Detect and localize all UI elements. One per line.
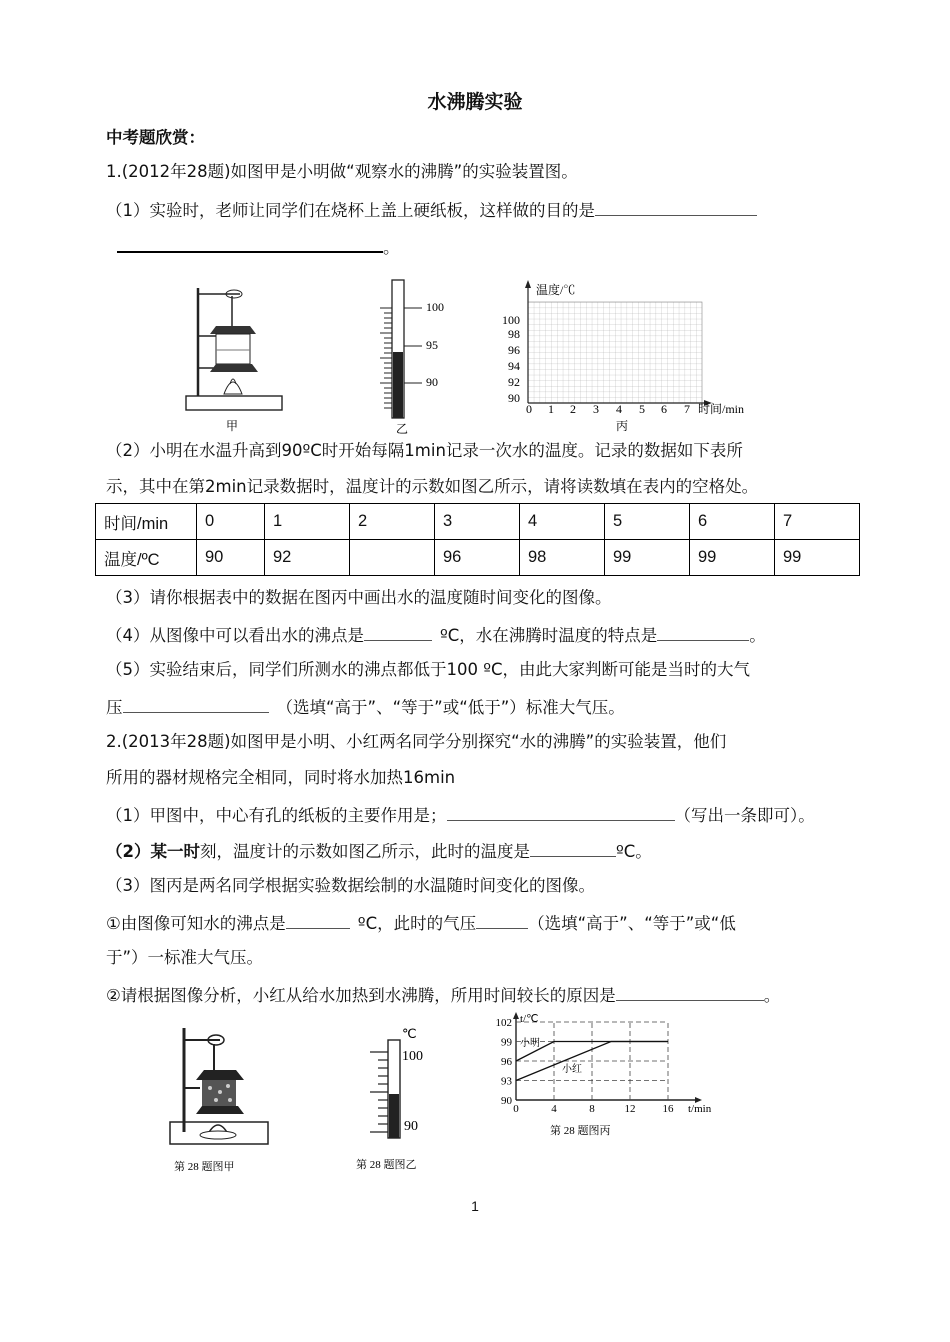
legend-xiaoming: 小明 [520, 1038, 540, 1049]
q2-part3-2-text: ②请根据图像分析，小红从给水加热到水沸腾，所用时间较长的原因是 [106, 986, 616, 1005]
graph-ylabel: 温度/℃ [536, 283, 576, 297]
answer-blank[interactable] [657, 624, 749, 641]
graph-xtick: 1 [548, 402, 554, 416]
answer-blank[interactable] [123, 696, 269, 713]
q2-thermo-tick: 90 [404, 1119, 418, 1134]
thermo-tick-95: 95 [426, 338, 438, 352]
q2-thermo-unit: ℃ [402, 1026, 417, 1041]
y-tick-label: 96 [501, 1056, 512, 1068]
q2-part3-2-end: 。 [763, 986, 781, 1005]
q1-part1-text: （1）实验时，老师让同学们在烧杯上盖上硬纸板，这样做的目的是 [106, 201, 595, 220]
graph-xtick: 6 [661, 402, 667, 416]
table-cell: 99 [690, 540, 775, 576]
q2-part2-text: 刻，温度计的示数如图乙所示，此时的温度是 [199, 842, 530, 861]
graph-ytick: 90 [508, 391, 520, 405]
table-cell: 0 [197, 504, 265, 540]
y-tick-label: 93 [501, 1075, 512, 1088]
x-tick-label: 8 [589, 1103, 595, 1115]
q2-intro-line2: 所用的器材规格完全相同，同时将水加热16min [106, 768, 456, 787]
q2-part3-2 [106, 984, 780, 1006]
table-cell: 5 [605, 504, 690, 540]
graph-xtick: 5 [639, 402, 645, 416]
graph-ytick: 98 [508, 327, 520, 341]
table-cell: 90 [197, 540, 265, 576]
x-tick-label: 0 [513, 1103, 519, 1115]
graph-ytick: 100 [502, 313, 520, 327]
table-answer-cell[interactable] [350, 540, 435, 576]
y-tick-label: 102 [495, 1017, 512, 1029]
q2-caption-bing: 第 28 题图丙 [550, 1125, 611, 1137]
table-row [96, 504, 860, 540]
q1-part5-line1: （5）实验结束后，同学们所测水的沸点都低于100 ºC，由此大家判断可能是当时的大气 [106, 660, 751, 679]
graph-xtick: 4 [616, 402, 622, 416]
data-table [95, 503, 860, 576]
q2-intro-line1: 2.(2013年28题)如图甲是小明、小红两名同学分别探究“水的沸腾”的实验装置，他们 [106, 732, 727, 751]
table-cell: 7 [775, 504, 860, 540]
table-cell: 96 [435, 540, 520, 576]
section-heading: 中考题欣赏： [106, 128, 205, 147]
q2-part2-text: ºC。 [615, 842, 652, 861]
q2-part3-1-text: ºC，此时的气压 [357, 914, 477, 933]
q1-graph-figure [498, 278, 778, 438]
table-cell: 3 [435, 504, 520, 540]
q1-part2-line1: （2）小明在水温升高到90ºC时开始每隔1min记录一次水的温度。记录的数据如下表所 [106, 441, 743, 460]
table-cell: 99 [605, 540, 690, 576]
x-tick-label: 12 [624, 1103, 636, 1115]
table-cell: 1 [265, 504, 350, 540]
x-tick-label: 4 [551, 1103, 557, 1115]
q2-part1-text: （1）甲图中，中心有孔的纸板的主要作用是； [106, 806, 447, 825]
answer-blank[interactable] [476, 912, 528, 929]
table-cell: 98 [520, 540, 605, 576]
x-tick-label: 16 [662, 1103, 674, 1115]
legend-xiaohong: 小红 [562, 1064, 582, 1075]
graph-xlabel: 时间/min [698, 402, 745, 416]
table-header: 时间/min [96, 504, 197, 540]
y-tick-label: 90 [501, 1095, 512, 1107]
answer-blank[interactable] [616, 984, 764, 1001]
answer-blank[interactable] [364, 624, 432, 641]
fig-label-yi: 乙 [396, 422, 409, 436]
q1-part5-text: （选填“高于”、“等于”或“低于”）标准大气压。 [276, 698, 625, 717]
table-row [96, 540, 860, 576]
q2-part1-text: （写出一条即可）。 [674, 806, 815, 825]
page-title: 水沸腾实验 [427, 91, 523, 113]
q2-part2-bold: （2）某一时 [106, 842, 200, 861]
graph-xtick: 0 [526, 402, 532, 416]
graph-ytick: 92 [508, 375, 520, 389]
graph-xtick: 3 [593, 402, 599, 416]
graph-xtick: 2 [570, 402, 576, 416]
table-cell: 6 [690, 504, 775, 540]
q1-part4 [106, 624, 766, 646]
q1-part5-line2 [106, 696, 625, 718]
y-tick-label: 99 [501, 1036, 512, 1049]
answer-blank[interactable] [117, 235, 383, 253]
graph-xtick: 7 [684, 402, 690, 416]
fig-label-jia: 甲 [226, 419, 239, 433]
table-header: 温度/ºC [96, 540, 197, 576]
q2-part3-1-text: （选填“高于”、“等于”或“低 [528, 914, 736, 933]
table-cell: 4 [520, 504, 605, 540]
answer-blank[interactable] [595, 199, 757, 216]
q2-graph-figure [480, 1010, 740, 1140]
q2-part2 [106, 840, 652, 862]
q2-caption-yi: 第 28 题图乙 [356, 1159, 417, 1171]
fig-label-bing: 丙 [616, 419, 629, 433]
q2-thermo-tick: 100 [402, 1049, 423, 1064]
q1-part4-text: （4）从图像中可以看出水的沸点是 [106, 626, 364, 645]
q1-intro: 1.(2012年28题)如图甲是小明做“观察水的沸腾”的实验装置图。 [106, 162, 578, 181]
answer-blank[interactable] [530, 840, 616, 857]
table-cell: 99 [775, 540, 860, 576]
graph-ytick: 94 [508, 359, 520, 373]
q2-part3-1-text: ①由图像可知水的沸点是 [106, 914, 286, 933]
q2-part3: （3）图丙是两名同学根据实验数据绘制的水温随时间变化的图像。 [106, 876, 595, 895]
q2-graph-xlabel: t/min [688, 1103, 712, 1115]
q1-part4-text: ºC，水在沸腾时温度的特点是 [440, 626, 658, 645]
q1-part4-end: 。 [749, 626, 766, 645]
q2-graph-ylabel: t/℃ [520, 1013, 539, 1025]
q2-apparatus-figure [160, 1022, 280, 1182]
q1-part2-line2: 示，其中在第2min记录数据时，温度计的示数如图乙所示，请将读数填在表内的空格处。 [106, 477, 759, 496]
q2-caption-jia: 第 28 题图甲 [174, 1161, 235, 1173]
q2-part3-1-line2: 于”）一标准大气压。 [106, 948, 264, 967]
table-cell: 2 [350, 504, 435, 540]
table-cell: 92 [265, 540, 350, 576]
thermo-tick-100: 100 [426, 300, 444, 314]
q1-apparatus-figure [180, 278, 290, 438]
page-number: 1 [471, 1198, 479, 1214]
q1-part1-end: 。 [383, 238, 400, 257]
q1-part1-cont [117, 235, 400, 258]
thermo-tick-90: 90 [426, 375, 438, 389]
answer-blank[interactable] [447, 804, 675, 821]
q1-part5-text: 压 [106, 698, 123, 717]
q2-part1 [106, 804, 815, 826]
answer-blank[interactable] [286, 912, 350, 929]
q1-part3: （3）请你根据表中的数据在图丙中画出水的温度随时间变化的图像。 [106, 588, 612, 607]
q1-thermometer-figure [370, 278, 460, 438]
q2-thermometer-figure [350, 1022, 460, 1182]
q1-part1 [106, 199, 757, 221]
q2-part3-1 [106, 912, 736, 934]
graph-ytick: 96 [508, 343, 520, 357]
